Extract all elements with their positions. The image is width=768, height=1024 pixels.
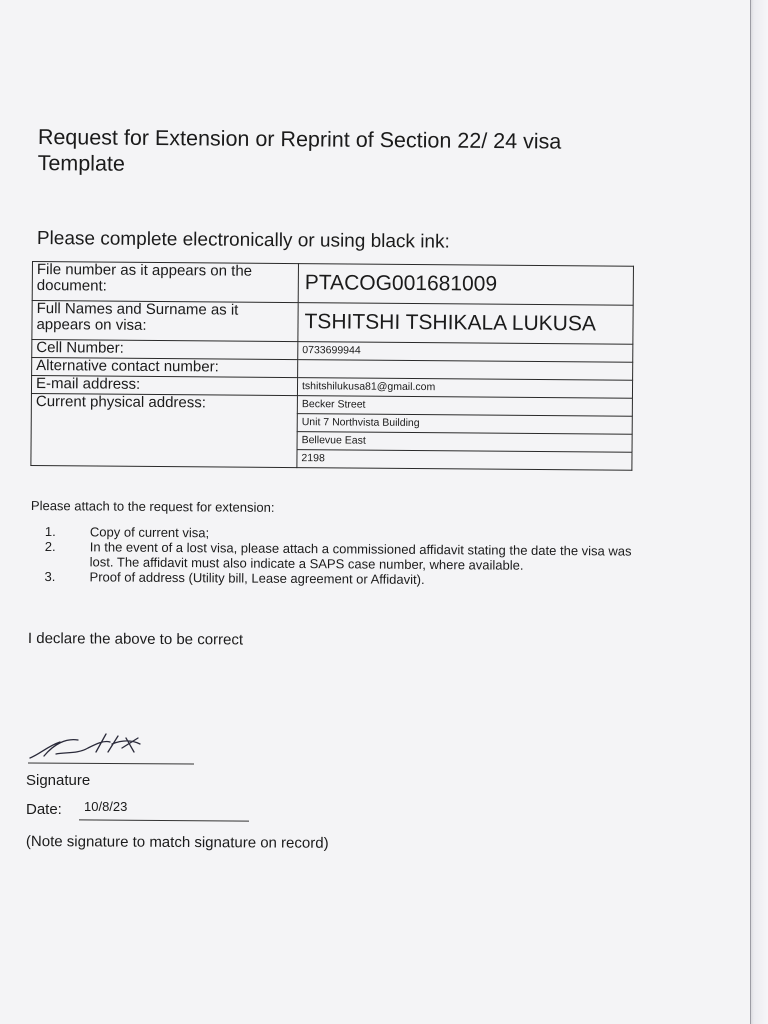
date-row xyxy=(26,799,256,823)
address-line-1-field[interactable]: Becker Street xyxy=(297,396,632,417)
email-field[interactable]: tshitshilukusa81@gmail.com xyxy=(297,378,632,399)
applicant-details-table xyxy=(30,261,634,471)
full-names-row xyxy=(32,301,633,345)
list-item xyxy=(45,539,645,574)
alt-contact-label: Alternative contact number: xyxy=(32,358,298,378)
title-line-1: Request for Extension or Reprint of Section 22/ 24 visa xyxy=(37,124,562,154)
instruction-text: Please complete electronically or using black ink: xyxy=(36,228,450,253)
attachments-heading: Please attach to the request for extension: xyxy=(30,498,275,515)
address-line-2-field[interactable]: Unit 7 Northvista Building xyxy=(297,414,632,435)
postal-code-field[interactable]: 2198 xyxy=(297,450,632,471)
date-underline xyxy=(79,819,249,821)
list-item-number: 3. xyxy=(44,568,56,585)
file-number-label: File number as it appears on the document: xyxy=(32,262,298,303)
list-item-number: 1. xyxy=(44,524,56,540)
signature-label: Signature xyxy=(26,772,91,789)
declaration-text: I declare the above to be correct xyxy=(27,630,244,649)
full-names-label: Full Names and Surname as it appears on visa: xyxy=(32,301,298,342)
address-label: Current physical address: xyxy=(31,393,298,467)
list-item-number: 2. xyxy=(44,538,56,555)
cell-number-field[interactable]: 0733699944 xyxy=(298,342,633,363)
email-label: E-mail address: xyxy=(31,376,297,396)
cell-number-label: Cell Number: xyxy=(32,340,298,360)
date-field[interactable]: 10/8/23 xyxy=(84,799,128,814)
document-title xyxy=(38,124,658,181)
file-number-row xyxy=(32,262,633,306)
address-row xyxy=(31,393,632,416)
attachments-list xyxy=(45,524,645,589)
signature-note: (Note signature to match signature on record) xyxy=(25,833,329,852)
list-item-text: Copy of current visa; xyxy=(89,524,210,541)
file-number-field[interactable]: PTACOG001681009 xyxy=(298,264,633,306)
date-label: Date: xyxy=(26,801,62,818)
full-names-field[interactable]: TSHITSHI TSHIKALA LUKUSA xyxy=(298,303,633,345)
address-line-3-field[interactable]: Bellevue East xyxy=(297,432,632,453)
list-item-text: In the event of a lost visa, please attach a commissioned affidavit stating the date the visa was lost. The affidavit must also indicate a SAPS case number, where available. xyxy=(89,539,632,573)
title-line-2: Template xyxy=(37,150,126,176)
list-item-text: Proof of address (Utility bill, Lease agreement or Affidavit). xyxy=(89,569,425,587)
page-edge xyxy=(750,0,768,1024)
handwritten-signature xyxy=(26,730,198,772)
